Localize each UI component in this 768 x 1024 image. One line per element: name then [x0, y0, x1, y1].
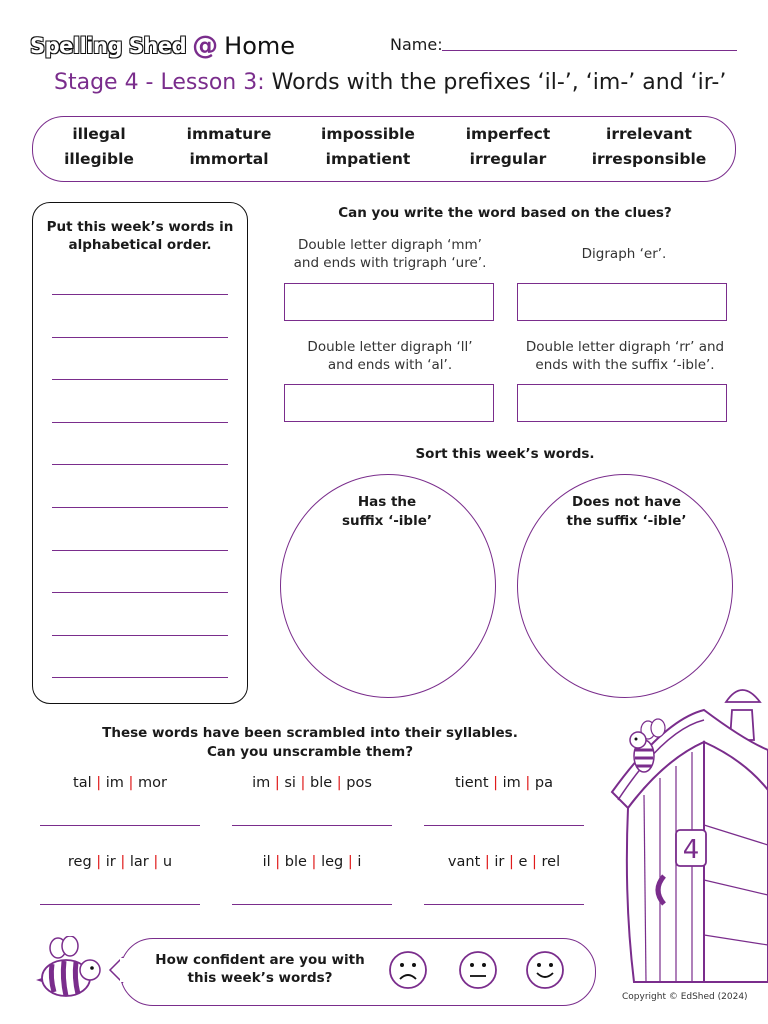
syllable: reg: [67, 854, 92, 870]
syllable: mor: [138, 775, 167, 791]
clue-line: Double letter digraph ‘mm’: [298, 237, 482, 253]
scrambled-word: [40, 854, 200, 870]
syllable: ir: [105, 854, 116, 870]
word-bank-word: impatient: [325, 150, 411, 168]
syllable: il: [262, 854, 271, 870]
unscramble-answer-line[interactable]: [232, 904, 392, 905]
syllable-separator: |: [270, 775, 285, 791]
clue-text: [280, 338, 500, 374]
syllable-separator: |: [343, 854, 358, 870]
scramble-heading-line: Can you unscramble them?: [206, 744, 414, 760]
clue-text: [514, 245, 734, 263]
answer-line[interactable]: [52, 294, 228, 295]
circle-label-line: Has the: [357, 494, 417, 510]
syllable-separator: |: [306, 854, 322, 870]
clue-answer-box[interactable]: [517, 283, 727, 321]
syllable: si: [284, 775, 296, 791]
syllable: ble: [310, 775, 333, 791]
syllable-separator: |: [270, 854, 285, 870]
confidence-line: this week’s words?: [187, 970, 333, 986]
logo: [30, 30, 295, 62]
syllable: rel: [541, 854, 561, 870]
lesson-label: Stage 4 - Lesson 3: [54, 70, 258, 95]
bee-icon: [34, 936, 104, 1006]
syllable: im: [105, 775, 124, 791]
alphabetical-title-line: Put this week’s words in: [46, 219, 234, 235]
word-bank-word: irrelevant: [606, 125, 692, 143]
syllable-separator: |: [115, 854, 130, 870]
word-bank-word: impossible: [321, 125, 415, 143]
syllable-separator: |: [148, 854, 163, 870]
syllable: i: [357, 854, 362, 870]
answer-line[interactable]: [52, 337, 228, 338]
clue-line: and ends with ‘al’.: [327, 357, 453, 373]
sort-heading: Sort this week’s words.: [415, 446, 595, 462]
syllable-separator: |: [488, 775, 503, 791]
syllable: im: [502, 775, 521, 791]
neutral-face-icon[interactable]: [458, 950, 498, 990]
syllable-separator: |: [332, 775, 347, 791]
syllable: im: [252, 775, 271, 791]
syllable-separator: |: [480, 854, 495, 870]
confidence-question: [150, 951, 370, 987]
sad-face-icon[interactable]: [388, 950, 428, 990]
clue-line: Digraph ‘er’.: [581, 246, 667, 262]
title-colon: :: [257, 70, 265, 95]
circle-label-line: suffix ‘-ible’: [341, 513, 433, 529]
lesson-topic: Words with the prefixes ‘il-’, ‘im-’ and ‘ir-’: [264, 70, 727, 95]
alphabetical-order-box: [32, 202, 248, 704]
clue-line: Double letter digraph ‘rr’ and: [525, 339, 725, 355]
confidence-line: How confident are you with: [155, 952, 365, 968]
suffix-ible-label: [307, 493, 467, 531]
shed-number: 4: [682, 835, 700, 865]
unscramble-answer-line[interactable]: [424, 825, 584, 826]
scrambled-word: [424, 775, 584, 791]
name-field[interactable]: [442, 50, 737, 51]
clue-answer-box[interactable]: [284, 283, 494, 321]
word-bank-word: illegal: [72, 125, 126, 143]
clue-text: [280, 236, 500, 272]
circle-label-line: Does not have: [571, 494, 682, 510]
scrambled-word: [424, 854, 584, 870]
syllable-separator: |: [91, 775, 106, 791]
scrambled-word: [232, 854, 392, 870]
word-bank-word: irresponsible: [591, 150, 707, 168]
scrambled-word: [40, 775, 200, 791]
syllable-separator: |: [527, 854, 542, 870]
unscramble-answer-line[interactable]: [40, 904, 200, 905]
logo-text: Spelling Shed: [30, 34, 187, 58]
name-label: Name:: [390, 35, 443, 54]
answer-line[interactable]: [52, 550, 228, 551]
word-bank: [32, 116, 736, 182]
answer-line[interactable]: [52, 592, 228, 593]
circle-label-line: the suffix ‘-ible’: [566, 513, 687, 529]
copyright: Copyright © EdShed (2024): [622, 992, 748, 1002]
scramble-heading-line: These words have been scrambled into their syllables.: [102, 725, 518, 741]
scramble-heading: [60, 724, 560, 762]
no-suffix-ible-label: [544, 493, 709, 531]
clue-answer-box[interactable]: [517, 384, 727, 422]
bubble-tail-cover: [112, 958, 126, 982]
syllable-separator: |: [504, 854, 519, 870]
syllable: e: [518, 854, 528, 870]
syllable: tal: [73, 775, 92, 791]
clues-heading: Can you write the word based on the clues?: [338, 205, 672, 221]
syllable-separator: |: [123, 775, 138, 791]
answer-line[interactable]: [52, 677, 228, 678]
page-title: [54, 70, 726, 95]
syllable: vant: [447, 854, 481, 870]
answer-line[interactable]: [52, 464, 228, 465]
syllable: u: [162, 854, 173, 870]
answer-line[interactable]: [52, 635, 228, 636]
syllable-separator: |: [91, 854, 106, 870]
happy-face-icon[interactable]: [525, 950, 565, 990]
syllable: tient: [455, 775, 489, 791]
word-bank-word: immortal: [189, 150, 269, 168]
syllable-separator: |: [295, 775, 311, 791]
unscramble-answer-line[interactable]: [424, 904, 584, 905]
unscramble-answer-line[interactable]: [232, 825, 392, 826]
logo-home-text: Home: [224, 32, 296, 60]
shed-illustration: [604, 680, 768, 990]
syllable: ir: [494, 854, 505, 870]
clue-line: Double letter digraph ‘ll’: [307, 339, 473, 355]
word-bank-word: irregular: [469, 150, 547, 168]
syllable: ble: [284, 854, 307, 870]
syllable: pos: [346, 775, 372, 791]
alphabetical-order-title: [40, 218, 240, 254]
syllable: leg: [321, 854, 344, 870]
clue-line: and ends with trigraph ‘ure’.: [293, 255, 487, 271]
answer-line[interactable]: [52, 379, 228, 380]
clue-answer-box[interactable]: [284, 384, 494, 422]
clue-text: [510, 338, 740, 374]
word-bank-word: illegible: [64, 150, 134, 168]
syllable: pa: [534, 775, 553, 791]
word-bank-word: immature: [186, 125, 272, 143]
answer-line[interactable]: [52, 422, 228, 423]
answer-line[interactable]: [52, 507, 228, 508]
word-bank-word: imperfect: [465, 125, 551, 143]
unscramble-answer-line[interactable]: [40, 825, 200, 826]
syllable: lar: [129, 854, 149, 870]
syllable-separator: |: [520, 775, 535, 791]
alphabetical-title-line: alphabetical order.: [68, 237, 212, 253]
logo-at-symbol: @: [192, 31, 219, 61]
clue-line: ends with the suffix ‘-ible’.: [535, 357, 715, 373]
scrambled-word: [232, 775, 392, 791]
